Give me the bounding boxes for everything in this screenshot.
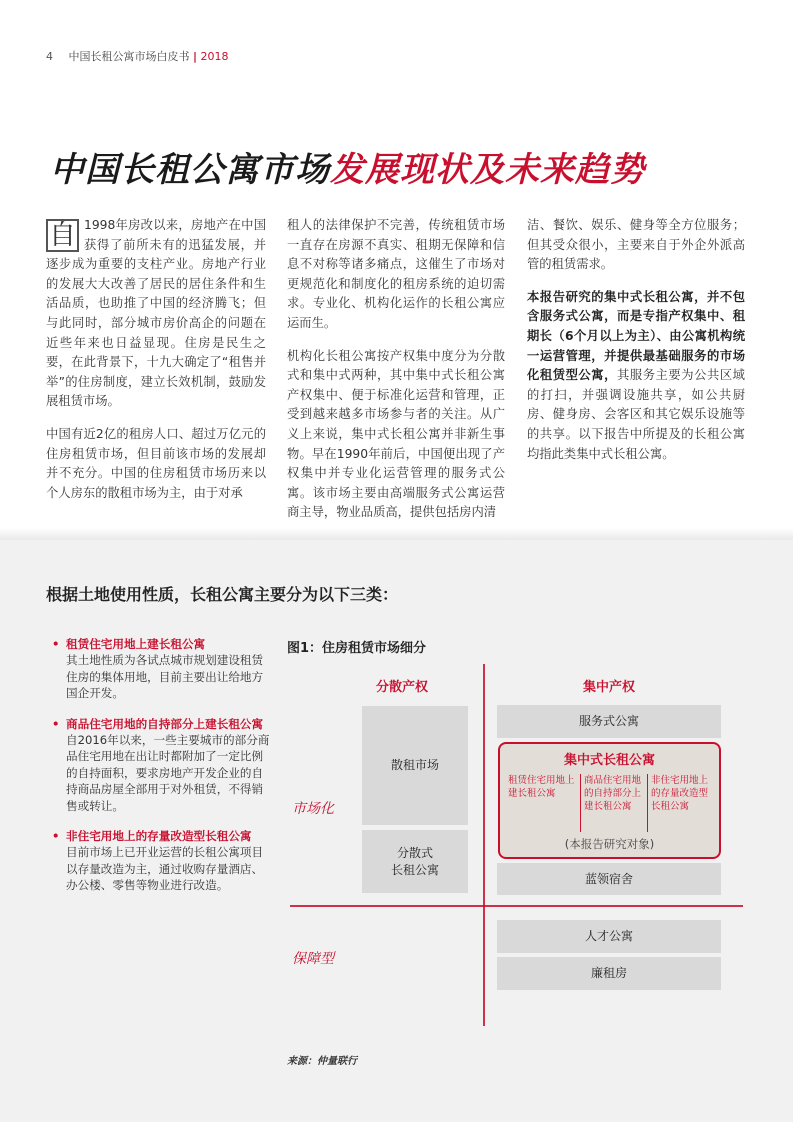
box-centralized-apartment (498, 742, 721, 859)
header-separator: | (193, 50, 198, 63)
apartment-types-list (52, 636, 272, 908)
body-column-3 (527, 216, 745, 477)
body-column-1 (46, 216, 266, 516)
vertical-divider (483, 664, 485, 1026)
paragraph (46, 216, 266, 412)
handwritten-market-label: 市场化 (292, 801, 334, 817)
dropcap: 自 (46, 219, 79, 252)
paragraph-text: 1998年房改以来，房地产在中国获得了前所未有的迅猛发展，并逐步成为重要的支柱产业。房地产行业的发展大大改善了居民的居住条件和生活品质，也助推了中国的经济腾飞；但与此同时，部分城市房价高企的问题在近些年来也日益显现。住房是民生之要，在此背景下，十九大确定了“租售并举”的住房制度，建立长效机制，鼓励发展租赁市场。 (46, 218, 266, 409)
bullet-icon: • (52, 829, 60, 844)
type-description: 自2016年以来，一些主要城市的部分商品住宅用地在出让时都附加了一定比例的自持面积，要求房地产开发企业的自持商品房屋全部用于对外租赁，不得销售或转让。 (66, 733, 270, 813)
paragraph: 洁、餐饮、娱乐、健身等全方位服务；但其受众很小，主要来自于外企外派高管的租赁需求。 (527, 218, 745, 272)
box-serviced-apartment: 服务式公寓 (497, 705, 721, 738)
subtype-self-held: 商品住宅用地的自持部分上建长租公寓 (580, 774, 648, 832)
axis-label-dispersed: 分散产权 (376, 680, 429, 695)
list-item (52, 828, 272, 894)
type-title: 商品住宅用地的自持部分上建长租公寓 (66, 716, 264, 731)
box-low-rent-housing: 廉租房 (497, 957, 721, 990)
box-scattered-rental: 散租市场 (362, 706, 468, 825)
axis-label-centralized: 集中产权 (583, 680, 636, 695)
box-bluecollar-dorm: 蓝领宿舍 (497, 863, 721, 895)
definition-bold: 本报告研究的集中式长租公寓，并不包含服务式公寓，而是专指产权集中、租期长（6个月以上为主）、由公寓机构统一运营管理，并提供最基础服务的市场化租赁型公寓， (527, 289, 745, 383)
box-dispersed-apartment (362, 830, 468, 893)
figure-title: 图1：住房租赁市场细分 (287, 641, 427, 656)
research-object-note: (本报告研究对象) (564, 837, 655, 851)
page-title (50, 142, 645, 191)
report-title: 中国长租公寓市场白皮书 (68, 50, 190, 63)
centralized-title: 集中式长租公寓 (563, 753, 655, 768)
handwritten-welfare-label: 保障型 (292, 951, 334, 967)
subtype-rental-land: 租赁住宅用地上建长租公寓 (508, 775, 575, 799)
box-line: 分散式 (396, 845, 433, 860)
bullet-icon: • (52, 716, 60, 731)
page-header (46, 48, 229, 64)
box-line: 长租公寓 (390, 862, 439, 877)
paragraph (527, 288, 745, 464)
horizontal-divider (290, 905, 743, 907)
type-title: 非住宅用地上的存量改造型长租公寓 (66, 829, 252, 844)
title-part-1: 中国长租公寓市场 (50, 150, 330, 190)
paragraph: 租人的法律保护不完善，传统租赁市场一直存在房源不真实、租期无保障和信息不对称等诸多痛点，这催生了市场对更规范化和制度化的租房系统的迫切需求。专业化、机构化运作的长租公寓应运而生。 (287, 218, 505, 330)
source-note: 来源：仲量联行 (287, 1056, 357, 1067)
box-talent-apartment: 人才公寓 (497, 920, 721, 953)
bullet-icon: • (52, 637, 60, 651)
list-item (52, 716, 272, 814)
page-number: 4 (46, 50, 53, 63)
paragraph: 中国有近2亿的租房人口、超过万亿元的住房租赁市场，但目前该市场的发展却并不充分。中国的住房租赁市场历来以个人房东的散租市场为主，由于对承 (46, 426, 266, 500)
type-description: 目前市场上已开业运营的长租公寓项目以存量改造为主，通过收购存量酒店、办公楼、零售等物业进行改造。 (66, 845, 264, 893)
section-title: 根据土地使用性质，长租公寓主要分为以下三类： (46, 585, 399, 604)
list-item (52, 636, 272, 702)
definition-rest: 其服务主要为公共区域的打扫，并强调设施共享，如公共厨房、健身房、会客区和其它娱乐设施等的共享。以下报告中所提及的长租公寓均指此类集中式长租公寓。 (527, 368, 745, 461)
title-part-2: 发展现状及未来趋势 (330, 150, 645, 190)
type-title: 租赁住宅用地上建长租公寓 (66, 637, 206, 651)
paragraph: 机构化长租公寓按产权集中度分为分散式和集中式两种，其中集中式长租公寓产权集中、便于标准化运营和管理，正受到越来越多市场参与者的关注。从广义上来说，集中式长租公寓并非新生事物。早在1990年前后，中国便出现了产权集中并专业化运营管理的服务式公寓。该市场主要由高端服务式公寓运营商主导，物业品质高，提供包括房内清 (287, 348, 505, 520)
torn-edge (0, 528, 793, 540)
type-description: 其土地性质为各试点城市规划建设租赁住房的集体用地，目前主要出让给地方国企开发。 (66, 653, 264, 701)
report-year: 2018 (200, 50, 229, 63)
body-column-2 (287, 216, 505, 536)
subtype-non-residential: 非住宅用地上的存量改造型长租公寓 (651, 775, 709, 812)
